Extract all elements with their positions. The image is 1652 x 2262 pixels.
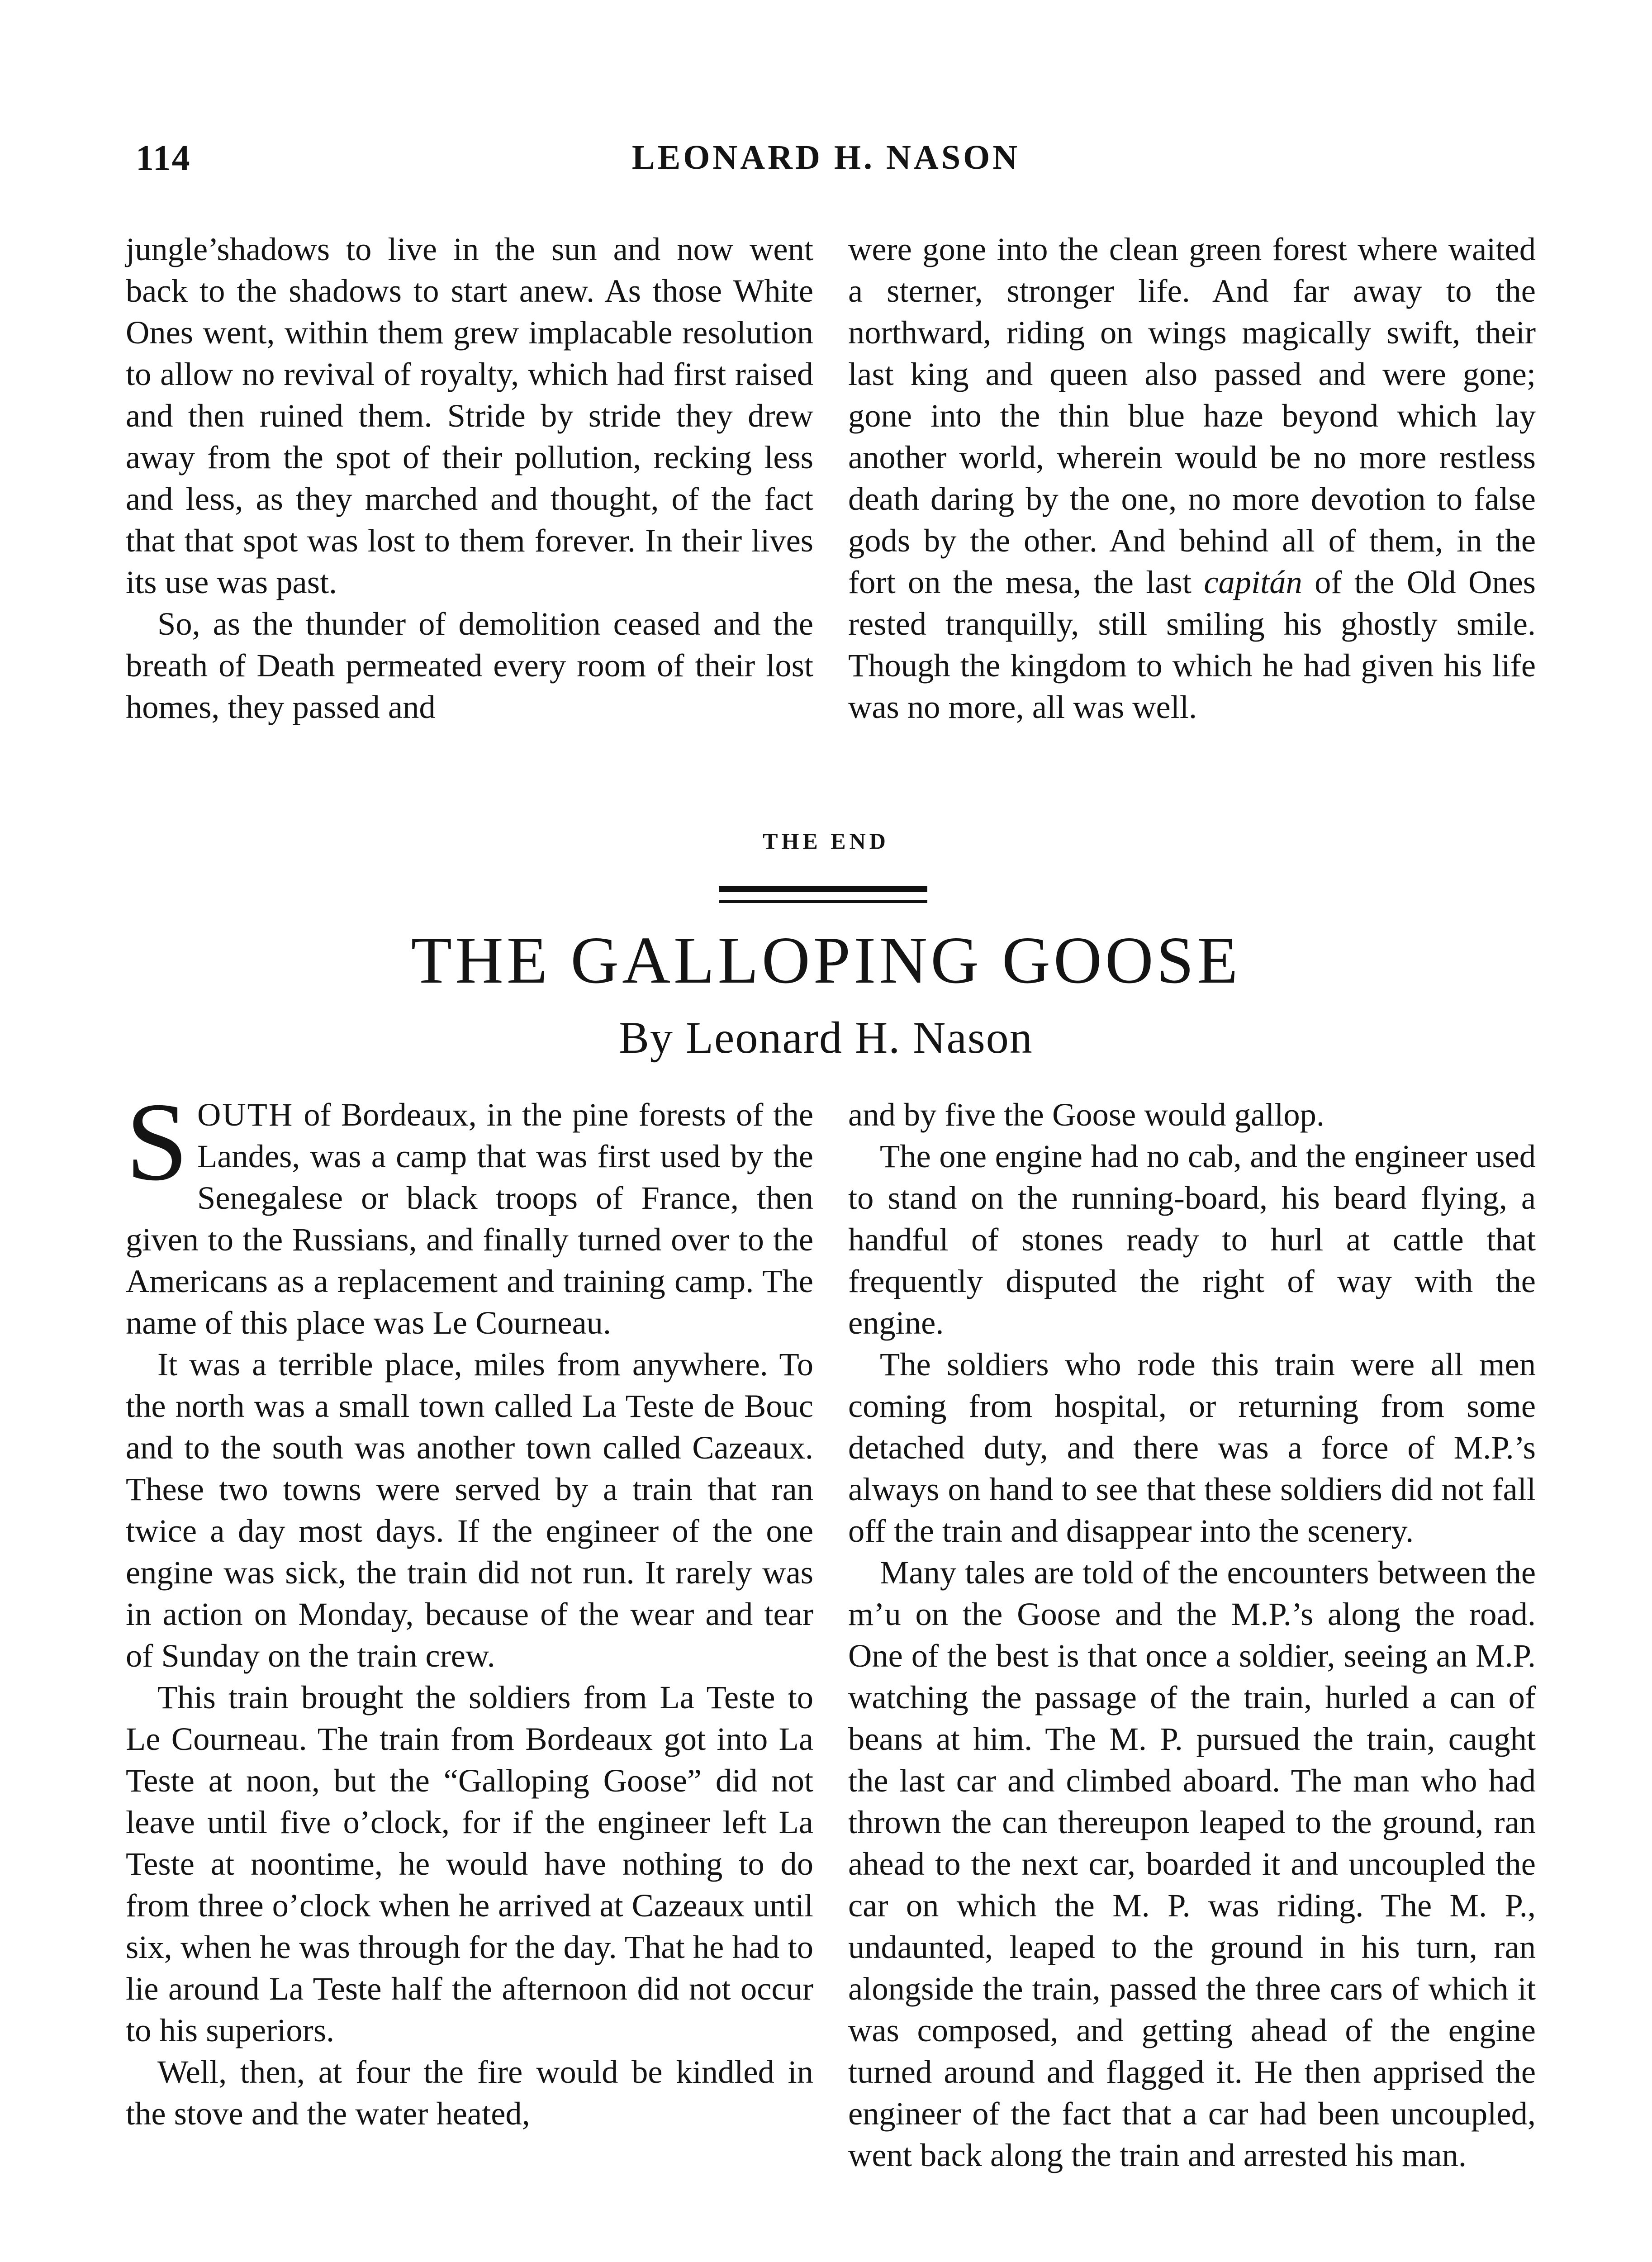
paragraph: jungle’shadows to live in the sun and now went back to the shadows to start anew. As those White Ones went, within them grew implacable resolution to allow no revival of royalty, which had first raised and then ruined them. Stride by stride they drew away from the spot of their pollution, recking less and less, as they marched and thought, of the fact that that spot was lost to them forever. In their lives its use was past. [126, 231, 813, 600]
text-run: were gone into the clean green forest where waited a sterner, stronger life. And far away to the northward, riding on wings magically swift, their last king and queen also passed and were gone; gone into the thin blue haze beyond which lay another world, wherein would be no more restless death daring by the one, no more devotion to false gods by the other. And behind all of them, in the fort on the mesa, the last [848, 231, 1536, 600]
previous-story-left-column [126, 228, 813, 728]
italic-word: capitán [1204, 564, 1302, 600]
paragraph: and by five the Goose would gallop. [848, 1096, 1325, 1133]
opening-paragraph [126, 1079, 813, 1344]
byline: By Leonard H. Nason [619, 1012, 1033, 1063]
separator-rule-thick [719, 886, 927, 892]
the-end-mark: THE END [763, 828, 889, 854]
story-title: THE GALLOPING GOOSE [411, 923, 1241, 998]
drop-cap: S [126, 1079, 188, 1204]
paragraph: It was a terrible place, miles from anywhere. To the north was a small town called La Teste de Bouc and to the south was another town called Cazeaux. These two towns were served by a train that ran twice a day most days. If the engineer of the one engine was sick, the train did not run. It rarely was in action on Monday, because of the wear and tear of Sunday on the train crew. [126, 1346, 813, 1674]
paragraph: So, as the thunder of demolition ceased and the breath of Death permeated every room of their lost homes, they passed and [126, 605, 813, 725]
paragraph: The soldiers who rode this train were all men coming from hospital, or returning from some detached duty, and there was a force of M.P.’s always on hand to see that these soldiers did not fall off the train and disappear into the scenery. [848, 1346, 1536, 1549]
separator-rule-thin [719, 900, 927, 903]
previous-story-right-column [848, 228, 1536, 728]
text-run: of Bordeaux, in the pine forests of the Landes, was a camp that was first used by the Senegalese or black troops of France, then given to the Russians, and finally turned over to the Americans as a replacement and training camp. The name of this place was Le Courneau. [126, 1096, 813, 1341]
paragraph: The one engine had no cab, and the engineer used to stand on the running-board, his beard flying, a handful of stones ready to hurl at cattle that frequently disputed the right of way with the engine. [848, 1138, 1536, 1341]
paragraph: This train brought the soldiers from La Teste to Le Courneau. The train from Bordeaux got into La Teste at noon, but the “Galloping Goose” did not leave until five o’clock, for if the engineer left La Teste at noontime, he would have nothing to do from three o’clock when he arrived at Cazeaux until six, when he was through for the day. That he had to lie around La Teste half the afternoon did not occur to his superiors. [126, 1679, 813, 2048]
paragraph: Well, then, at four the fire would be kindled in the stove and the water heated, [126, 2053, 813, 2132]
closing-paragraph [848, 228, 1536, 728]
text-run: of the Old Ones rested tranquilly, still smiling his ghostly smile. Though the kingdom to which he had given his life was no more, all was well. [848, 564, 1536, 725]
page-number: 114 [136, 138, 191, 178]
story-left-column [126, 1079, 813, 2134]
first-word-rest: OUTH [197, 1096, 294, 1133]
story-right-column [848, 1094, 1536, 2176]
running-head: LEONARD H. NASON [631, 138, 1021, 176]
paragraph: Many tales are told of the encounters between the m’u on the Goose and the M.P.’s along the road. One of the best is that once a soldier, seeing an M.P. watching the passage of the train, hurled a can of beans at him. The M. P. pursued the train, caught the last car and climbed aboard. The man who had thrown the can thereupon leaped to the ground, ran ahead to the next car, boarded it and uncoupled the car on which the M. P. was riding. The M. P., undaunted, leaped to the ground in his turn, ran alongside the train, passed the three cars of which it was composed, and getting ahead of the engine turned around and flagged it. He then apprised the engineer of the fact that a car had been uncoupled, went back along the train and arrested his man. [848, 1554, 1536, 2173]
